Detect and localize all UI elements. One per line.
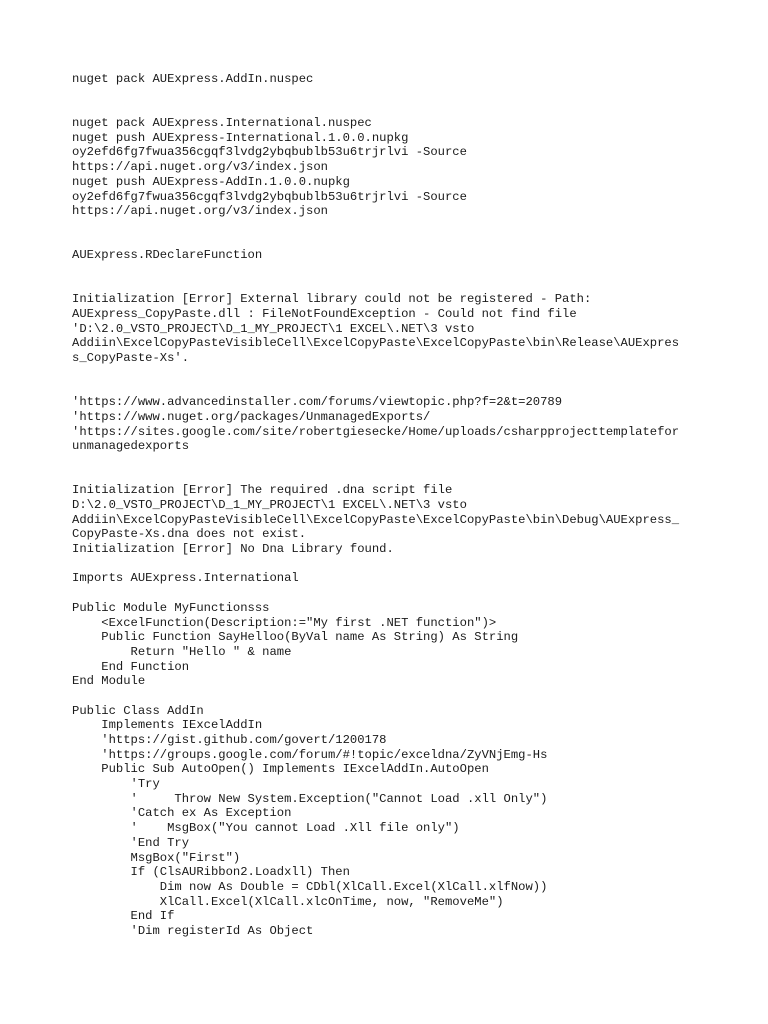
text-line: https://api.nuget.org/v3/index.json bbox=[72, 160, 328, 175]
text-line: oy2efd6fg7fwua356cgqf3lvdg2ybqbublb53u6trjrlvi -Source bbox=[72, 189, 467, 204]
dna-script-error-block bbox=[72, 483, 712, 556]
code-line: If (ClsAURibbon2.Loadxll) Then bbox=[72, 865, 350, 880]
reference-links-block bbox=[72, 395, 712, 454]
code-line: 'End Try bbox=[72, 835, 190, 850]
text-line: nuget push AUExpress-International.1.0.0.nupkg bbox=[72, 130, 409, 145]
code-line: Public Sub AutoOpen() Implements IExcelAddIn.AutoOpen bbox=[72, 762, 489, 777]
text-line: nuget pack AUExpress.AddIn.nuspec bbox=[72, 72, 314, 86]
document-page bbox=[72, 72, 712, 939]
text-line: oy2efd6fg7fwua356cgqf3lvdg2ybqbublb53u6trjrlvi -Source bbox=[72, 145, 467, 160]
code-line: End Function bbox=[72, 659, 190, 674]
text-line: AUExpress_CopyPaste.dll : FileNotFoundException - Could not find file bbox=[72, 307, 577, 322]
code-line: Public Class AddIn bbox=[72, 703, 204, 718]
class-code-block bbox=[72, 704, 712, 939]
text-line: Addiin\ExcelCopyPasteVisibleCell\ExcelCopyPaste\ExcelCopyPaste\bin\Debug\AUExpress_ bbox=[72, 512, 680, 527]
text-line: D:\2.0_VSTO_PROJECT\D_1_MY_PROJECT\1 EXCEL\.NET\3 vsto bbox=[72, 498, 467, 513]
code-line: End If bbox=[72, 909, 175, 924]
declare-function-block bbox=[72, 248, 712, 263]
text-line: s_CopyPaste-Xs'. bbox=[72, 351, 190, 366]
code-line: Public Module MyFunctionsss bbox=[72, 600, 270, 615]
nuget-push-block bbox=[72, 116, 712, 219]
text-line: 'https://sites.google.com/site/robertgiesecke/Home/uploads/csharpprojecttemplatefor bbox=[72, 424, 680, 439]
code-line: Implements IExcelAddIn bbox=[72, 718, 263, 733]
text-line: 'https://www.advancedinstaller.com/forums/viewtopic.php?f=2&t=20789 bbox=[72, 395, 563, 410]
code-line: 'Catch ex As Exception bbox=[72, 806, 292, 821]
text-line: nuget pack AUExpress.International.nuspec bbox=[72, 116, 372, 131]
code-line: Dim now As Double = CDbl(XlCall.Excel(XlCall.xlfNow)) bbox=[72, 879, 548, 894]
text-line: unmanagedexports bbox=[72, 439, 190, 454]
text-line: CopyPaste-Xs.dna does not exist. bbox=[72, 527, 307, 542]
text-line: Addiin\ExcelCopyPasteVisibleCell\ExcelCopyPaste\ExcelCopyPaste\bin\Release\AUExpres bbox=[72, 336, 680, 351]
code-line: MsgBox("First") bbox=[72, 850, 241, 865]
module-code-block bbox=[72, 601, 712, 689]
text-line: Initialization [Error] External library could not be registered - Path: bbox=[72, 292, 592, 307]
code-line: ' MsgBox("You cannot Load .Xll file only") bbox=[72, 821, 460, 836]
text-line: Initialization [Error] The required .dna script file bbox=[72, 483, 453, 498]
code-line: Public Function SayHelloo(ByVal name As String) As String bbox=[72, 630, 519, 645]
nuget-pack-addin-block bbox=[72, 72, 712, 87]
code-line: 'https://gist.github.com/govert/1200178 bbox=[72, 733, 387, 748]
text-line: Imports AUExpress.International bbox=[72, 571, 299, 586]
text-line: nuget push AUExpress-AddIn.1.0.0.nupkg bbox=[72, 174, 350, 189]
code-line: 'https://groups.google.com/forum/#!topic/exceldna/ZyVNjEmg-Hs bbox=[72, 747, 548, 762]
text-line: Initialization [Error] No Dna Library found. bbox=[72, 542, 394, 557]
code-line: Return "Hello " & name bbox=[72, 644, 292, 659]
code-line: 'Try bbox=[72, 777, 160, 792]
text-line: https://api.nuget.org/v3/index.json bbox=[72, 204, 328, 219]
text-line: AUExpress.RDeclareFunction bbox=[72, 248, 263, 263]
code-line: XlCall.Excel(XlCall.xlcOnTime, now, "RemoveMe") bbox=[72, 894, 504, 909]
text-line: 'D:\2.0_VSTO_PROJECT\D_1_MY_PROJECT\1 EXCEL\.NET\3 vsto bbox=[72, 321, 475, 336]
imports-block bbox=[72, 571, 712, 586]
code-line: End Module bbox=[72, 674, 146, 689]
code-line: ' Throw New System.Exception("Cannot Load .xll Only") bbox=[72, 791, 548, 806]
code-line: <ExcelFunction(Description:="My first .NET function")> bbox=[72, 615, 497, 630]
text-line: 'https://www.nuget.org/packages/UnmanagedExports/ bbox=[72, 409, 431, 424]
code-line: 'Dim registerId As Object bbox=[72, 923, 314, 938]
external-library-error-block bbox=[72, 292, 712, 365]
